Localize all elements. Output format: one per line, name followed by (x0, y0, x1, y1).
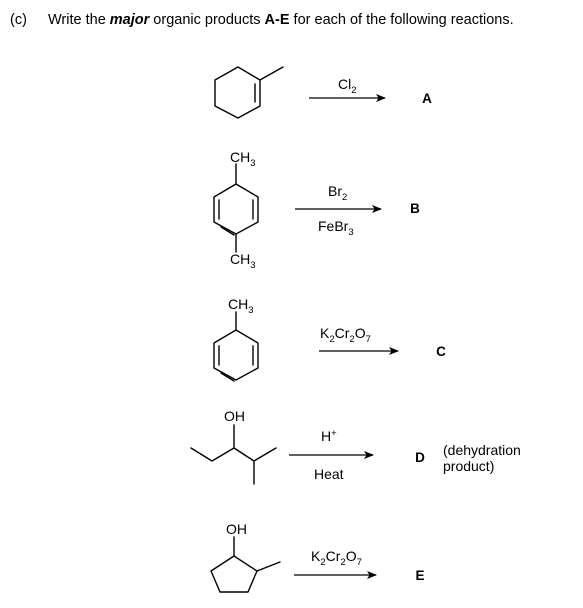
question-text-start: Write the (48, 12, 110, 28)
substituent-e-top: OH (226, 521, 247, 537)
product-d-note-line1: (dehydration (443, 442, 521, 458)
substituent-b-top: $CH_3$ (230, 149, 256, 169)
substituent-b-bottom: $CH_3$ (230, 251, 256, 271)
reactant-p-xylene (214, 164, 258, 252)
reactant-methylcyclohexene (215, 67, 283, 118)
product-d-label: D (415, 450, 425, 465)
reagent-b-below: FeBr$_3$ (318, 218, 354, 238)
question-range: A-E (264, 12, 290, 28)
reactant-methylpentanol (191, 425, 276, 484)
part-label: (c) (10, 12, 27, 28)
question-text-end: for each of the following reactions. (289, 12, 514, 28)
question-text-middle: organic products (149, 12, 265, 28)
reagent-b-above: $Br_2$ (328, 183, 348, 203)
substituent-c-top: $CH_3$ (228, 296, 254, 316)
reactant-methylcyclopentanol (211, 537, 280, 592)
reagent-d-below: Heat (314, 466, 344, 482)
reagent-a-above: $Cl_2$ (338, 76, 357, 96)
reactant-toluene (214, 312, 258, 381)
product-c-label: C (436, 344, 446, 359)
substituent-d-top: OH (224, 408, 245, 424)
product-e-label: E (415, 568, 425, 583)
product-d-note-line2: product) (443, 458, 495, 474)
reagent-e-above: $K_2Cr_2O_7$ (311, 548, 362, 568)
reagent-c-above: $K_2Cr_2O_7$ (320, 325, 371, 345)
reagent-d-above: H+ (321, 428, 337, 444)
question-emphasis: major (109, 12, 150, 28)
product-a-label: A (422, 91, 432, 106)
product-b-label: B (410, 201, 420, 216)
